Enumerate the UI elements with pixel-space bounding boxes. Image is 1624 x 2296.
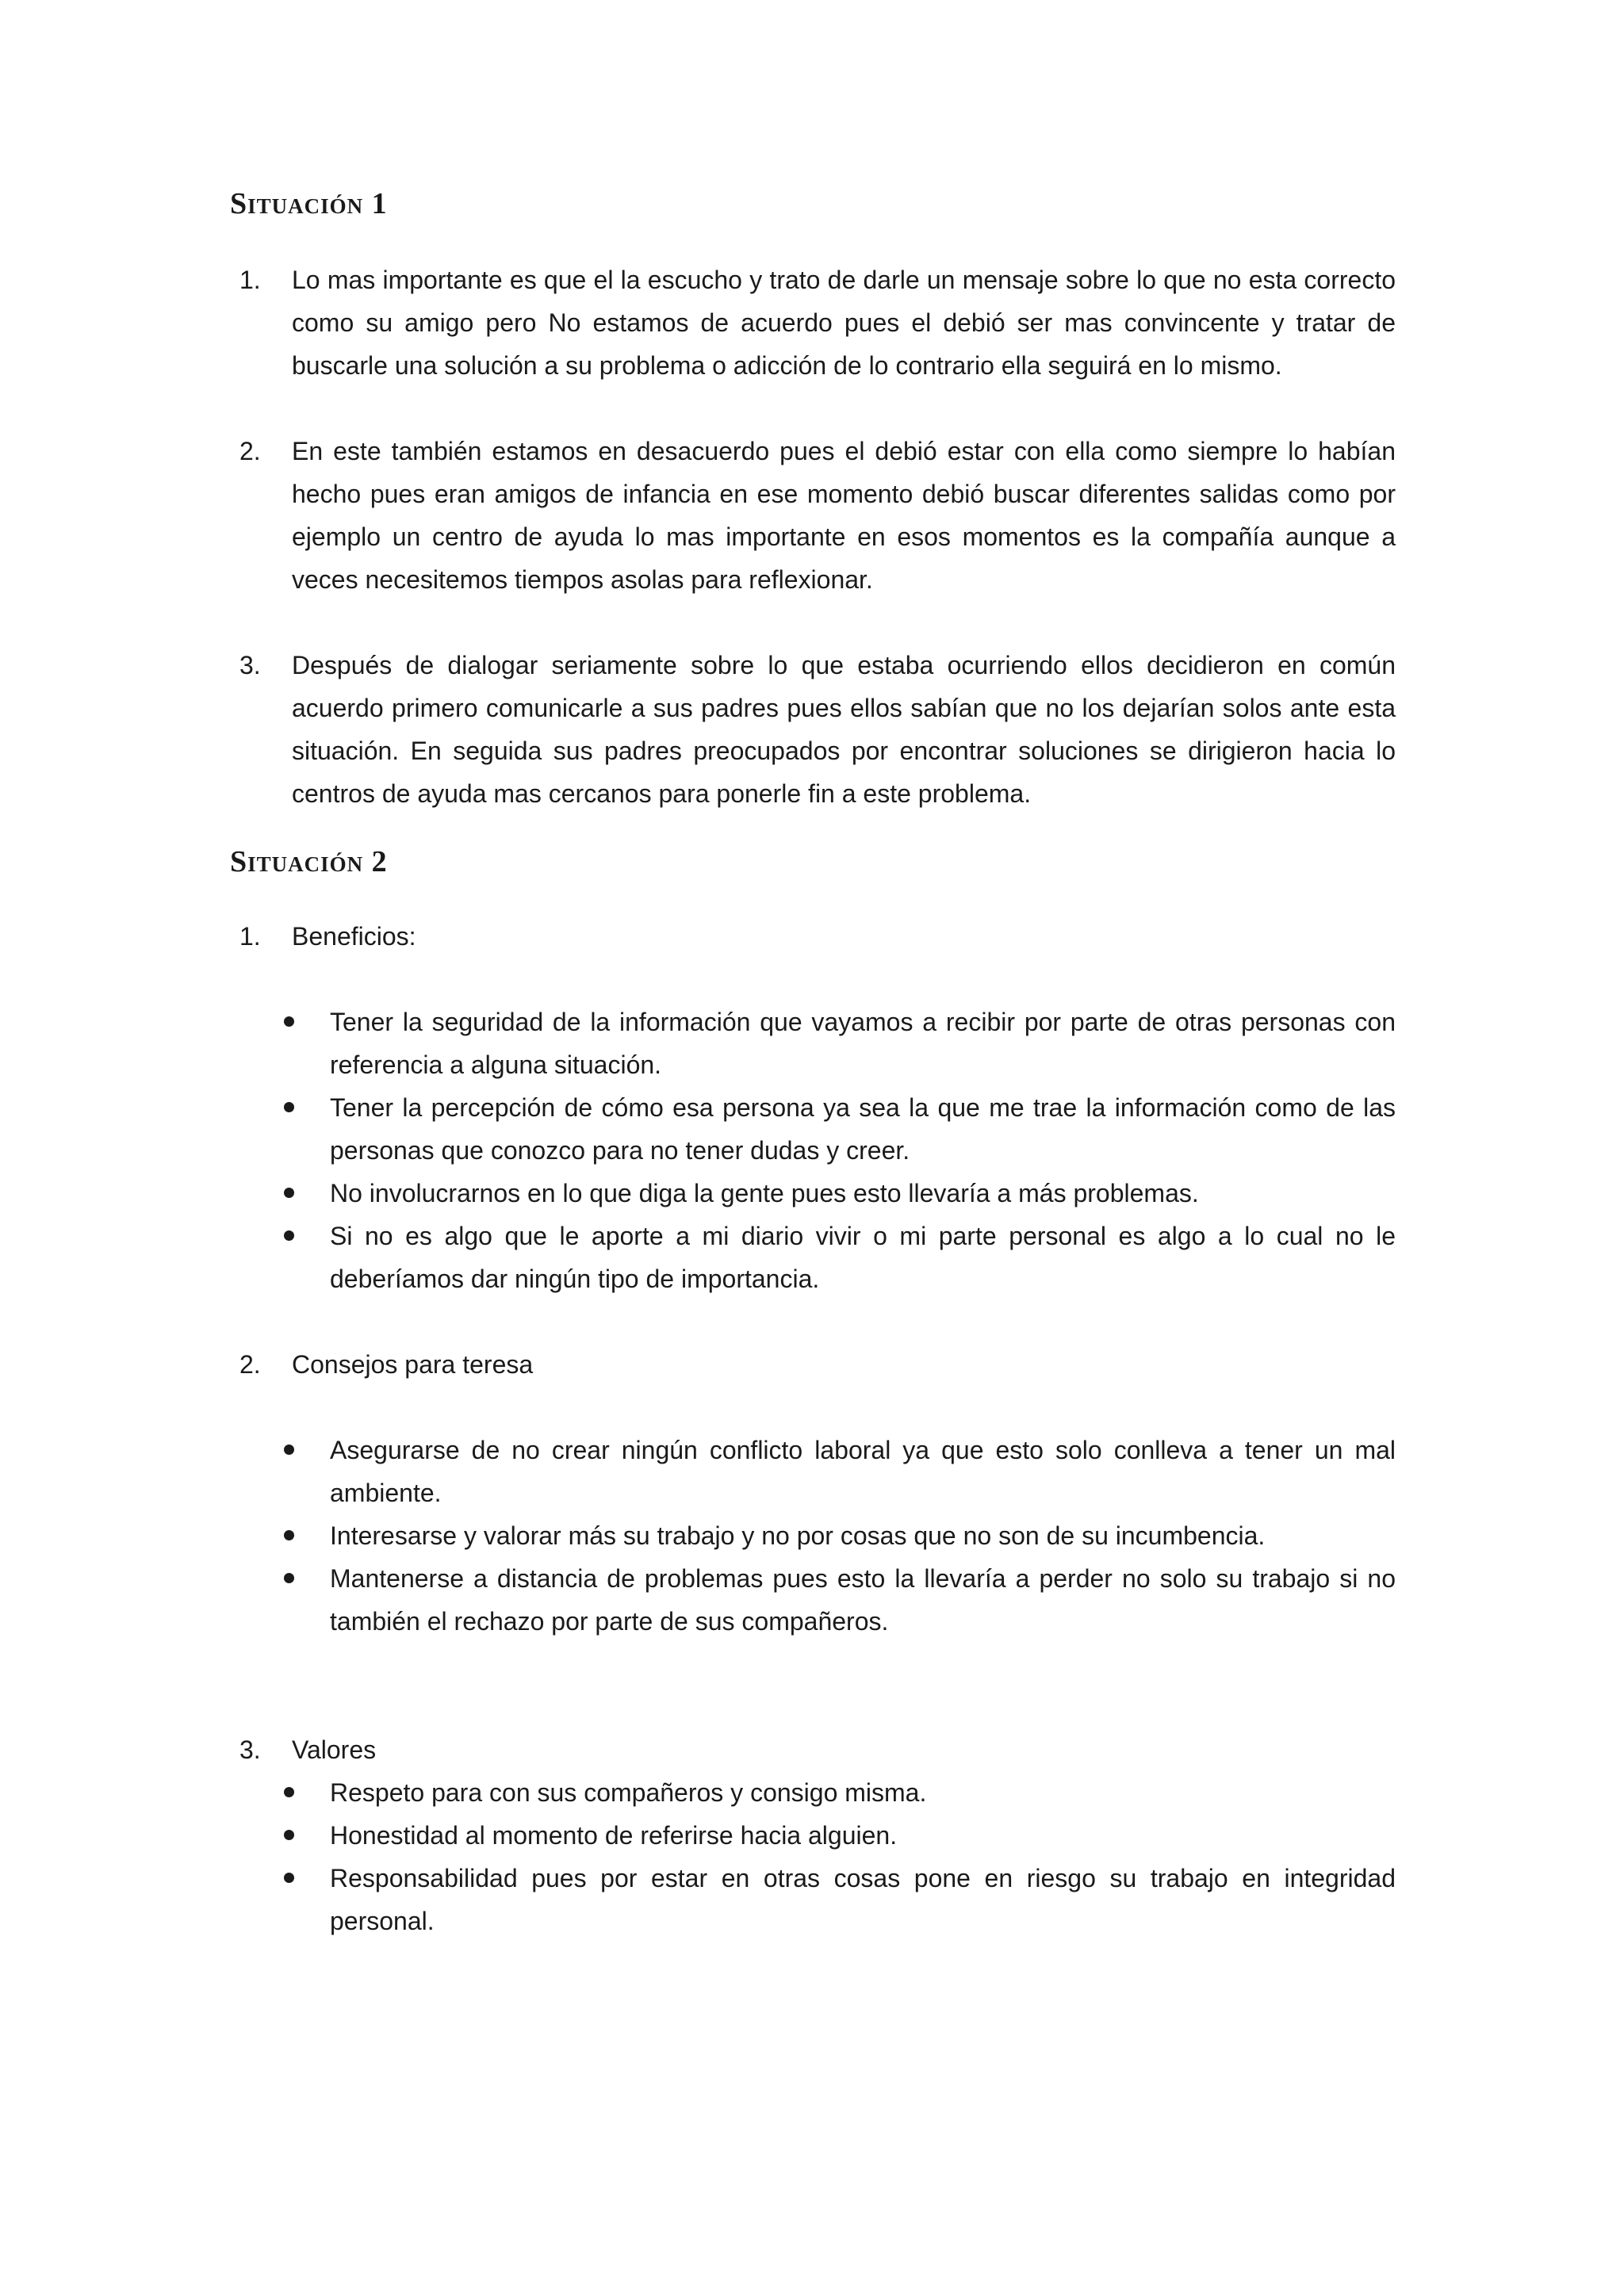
- situacion-2-item-3-title: [230, 1728, 1396, 1771]
- item-text: En este también estamos en desacuerdo pues el debió estar con ella como siempre lo habían hecho pues eran amigos de infancia en ese momento debió buscar diferentes salidas como por ejemplo un centro de ayuda lo mas importante en esos momentos es la compañía aunque a veces necesitemos tiempos asolas para reflexionar.: [292, 437, 1396, 594]
- situacion-1-item-1: [230, 258, 1396, 387]
- bullet-icon: [284, 1573, 294, 1583]
- bullet-text: Honestidad al momento de referirse hacia alguien.: [330, 1821, 898, 1850]
- item-title: Beneficios:: [292, 922, 416, 951]
- list-item: [230, 1429, 1396, 1514]
- item-number: 1.: [239, 922, 261, 951]
- list-item: [230, 1857, 1396, 1942]
- bullet-text: Si no es algo que le aporte a mi diario vivir o mi parte personal es algo a lo cual no le deberíamos dar ningún tipo de importancia.: [330, 1222, 1396, 1293]
- bullet-text: Respeto para con sus compañeros y consigo misma.: [330, 1778, 927, 1807]
- list-item: [230, 1086, 1396, 1172]
- item-text: Lo mas importante es que el la escucho y trato de darle un mensaje sobre lo que no esta correcto como su amigo pero No estamos de acuerdo pues el debió ser mas convincente y tratar de buscarle una solución a su problema o adicción de lo contrario ella seguirá en lo mismo.: [292, 266, 1396, 380]
- situacion-2-heading: Situación 2: [230, 845, 388, 878]
- bullet-icon: [284, 1102, 294, 1112]
- consejos-list: [230, 1429, 1396, 1643]
- list-item: [230, 1514, 1396, 1557]
- bullet-icon: [284, 1873, 294, 1883]
- item-number: 3.: [239, 1735, 261, 1764]
- bullet-text: No involucrarnos en lo que diga la gente pues esto llevaría a más problemas.: [330, 1179, 1199, 1207]
- document-content: [230, 189, 1396, 1942]
- bullet-icon: [284, 1530, 294, 1540]
- list-item: [230, 1215, 1396, 1300]
- item-text: Después de dialogar seriamente sobre lo que estaba ocurriendo ellos decidieron en común acuerdo primero comunicarle a sus padres pues ellos sabían que no los dejarían solos ante esta situación. En seguida sus padres preocupados por encontrar soluciones se dirigieron hacia lo centros de ayuda mas cercanos para ponerle fin a este problema.: [292, 651, 1396, 808]
- list-item: [230, 1001, 1396, 1086]
- bullet-text: Responsabilidad pues por estar en otras cosas pone en riesgo su trabajo en integridad personal.: [330, 1864, 1396, 1935]
- list-item: [230, 1172, 1396, 1215]
- bullet-text: Tener la seguridad de la información que vayamos a recibir por parte de otras personas con referencia a alguna situación.: [330, 1008, 1396, 1079]
- item-number: 3.: [239, 651, 261, 679]
- bullet-text: Asegurarse de no crear ningún conflicto laboral ya que esto solo conlleva a tener un mal ambiente.: [330, 1436, 1396, 1507]
- item-number: 1.: [239, 266, 261, 294]
- item-number: 2.: [239, 437, 261, 465]
- bullet-icon: [284, 1830, 294, 1840]
- beneficios-list: [230, 1001, 1396, 1300]
- situacion-2-item-2-title: [230, 1343, 1396, 1386]
- bullet-text: Mantenerse a distancia de problemas pues esto la llevaría a perder no solo su trabajo si no también el rechazo por parte de sus compañeros.: [330, 1564, 1396, 1636]
- situacion-1-heading: Situación 1: [230, 187, 388, 220]
- list-item: [230, 1814, 1396, 1857]
- situacion-1-item-2: [230, 430, 1396, 601]
- item-title: Consejos para teresa: [292, 1350, 534, 1379]
- situacion-2-item-1-title: [230, 915, 1396, 958]
- item-number: 2.: [239, 1350, 261, 1379]
- bullet-icon: [284, 1016, 294, 1027]
- bullet-text: Tener la percepción de cómo esa persona ya sea la que me trae la información como de las personas que conozco para no tener dudas y creer.: [330, 1093, 1396, 1165]
- valores-list: [230, 1771, 1396, 1942]
- list-item: [230, 1771, 1396, 1814]
- bullet-icon: [284, 1230, 294, 1241]
- bullet-icon: [284, 1445, 294, 1455]
- bullet-icon: [284, 1188, 294, 1198]
- item-title: Valores: [292, 1735, 377, 1764]
- bullet-icon: [284, 1787, 294, 1797]
- situacion-1-item-3: [230, 644, 1396, 815]
- bullet-text: Interesarse y valorar más su trabajo y no por cosas que no son de su incumbencia.: [330, 1521, 1266, 1550]
- list-item: [230, 1557, 1396, 1643]
